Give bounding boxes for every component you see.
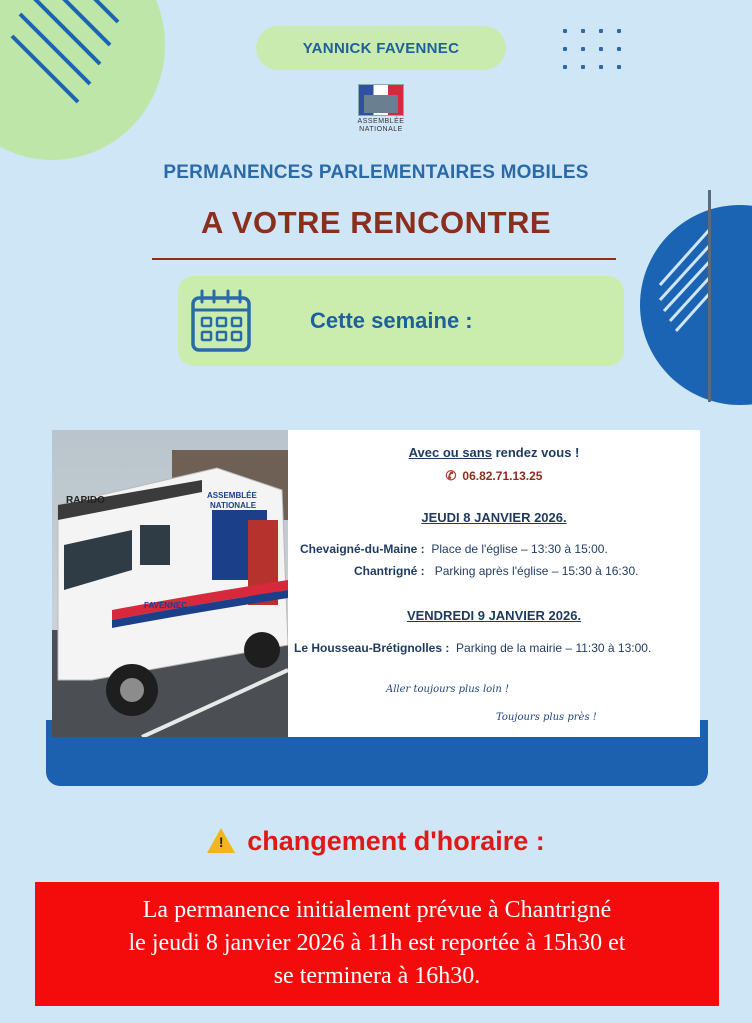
schedule-info bbox=[288, 430, 700, 737]
schedule-detail: Parking après l'église – 15:30 à 16:30. bbox=[434, 564, 639, 578]
warning-icon: ! bbox=[207, 828, 235, 853]
slogan-2: Toujours plus près ! bbox=[496, 712, 597, 723]
schedule-change-notice bbox=[35, 882, 719, 1006]
logo-text-line1: ASSEMBLÉE bbox=[357, 118, 405, 125]
phone-number-text: 06.82.71.13.25 bbox=[462, 469, 543, 483]
logo-text-line2: NATIONALE bbox=[359, 126, 403, 133]
schedule-place: Le Housseau-Brétignolles : bbox=[294, 641, 450, 655]
schedule-place: Chevaigné-du-Maine : bbox=[300, 542, 425, 556]
appointment-note-sans: sans bbox=[462, 445, 492, 460]
notice-line-1: La permanence initialement prévue à Chantrigné bbox=[142, 897, 612, 923]
deputy-name: YANNICK FAVENNEC bbox=[256, 26, 506, 70]
notice-line-3: se terminera à 16h30. bbox=[273, 963, 481, 989]
schedule-card bbox=[52, 430, 700, 737]
day-heading-2: VENDREDI 9 JANVIER 2026. bbox=[406, 608, 582, 623]
this-week-label: Cette semaine : bbox=[310, 308, 473, 333]
this-week-banner bbox=[178, 276, 624, 366]
van-name-text: FAVENNEC bbox=[144, 601, 187, 610]
schedule-place: Chantrigné : bbox=[354, 564, 425, 578]
schedule-row bbox=[354, 564, 638, 578]
logo-text bbox=[358, 118, 405, 134]
schedule-change-title-text: changement d'horaire : bbox=[247, 826, 545, 856]
phone-number[interactable] bbox=[288, 468, 700, 484]
calendar-icon bbox=[188, 286, 254, 356]
van-brand-text: RAPIDO bbox=[66, 495, 105, 506]
day-heading-1: JEUDI 8 JANVIER 2026. bbox=[421, 510, 567, 525]
appointment-note-prefix: Avec ou bbox=[408, 445, 463, 460]
page-title: A VOTRE RENCONTRE bbox=[200, 205, 552, 240]
logo-flag bbox=[358, 84, 404, 116]
appointment-note bbox=[288, 445, 700, 460]
notice-line-2: le jeudi 8 janvier 2026 à 11h est reportée à 15h30 et bbox=[128, 930, 626, 956]
decorative-dot-grid bbox=[556, 22, 628, 76]
assemblee-nationale-logo bbox=[346, 84, 416, 144]
van-logo-text-line2: NATIONALE bbox=[210, 501, 257, 510]
page-subtitle: PERMANENCES PARLEMENTAIRES MOBILES bbox=[163, 162, 589, 183]
schedule-row bbox=[300, 542, 608, 556]
appointment-note-suffix: rendez vous ! bbox=[491, 445, 580, 460]
decorative-green-circle bbox=[0, 0, 165, 160]
phone-icon: ✆ bbox=[445, 468, 457, 483]
logo-building-icon bbox=[364, 95, 398, 113]
camper-van-photo bbox=[52, 430, 288, 737]
schedule-detail: Place de l'église – 13:30 à 15:00. bbox=[431, 542, 608, 556]
van-logo-text-line1: ASSEMBLÉE bbox=[207, 491, 257, 500]
title-underline bbox=[152, 258, 616, 260]
schedule-detail: Parking de la mairie – 11:30 à 13:00. bbox=[456, 641, 652, 655]
slogan-1: Aller toujours plus loin ! bbox=[386, 684, 510, 695]
schedule-row bbox=[294, 641, 651, 655]
schedule-change-title bbox=[0, 826, 752, 857]
